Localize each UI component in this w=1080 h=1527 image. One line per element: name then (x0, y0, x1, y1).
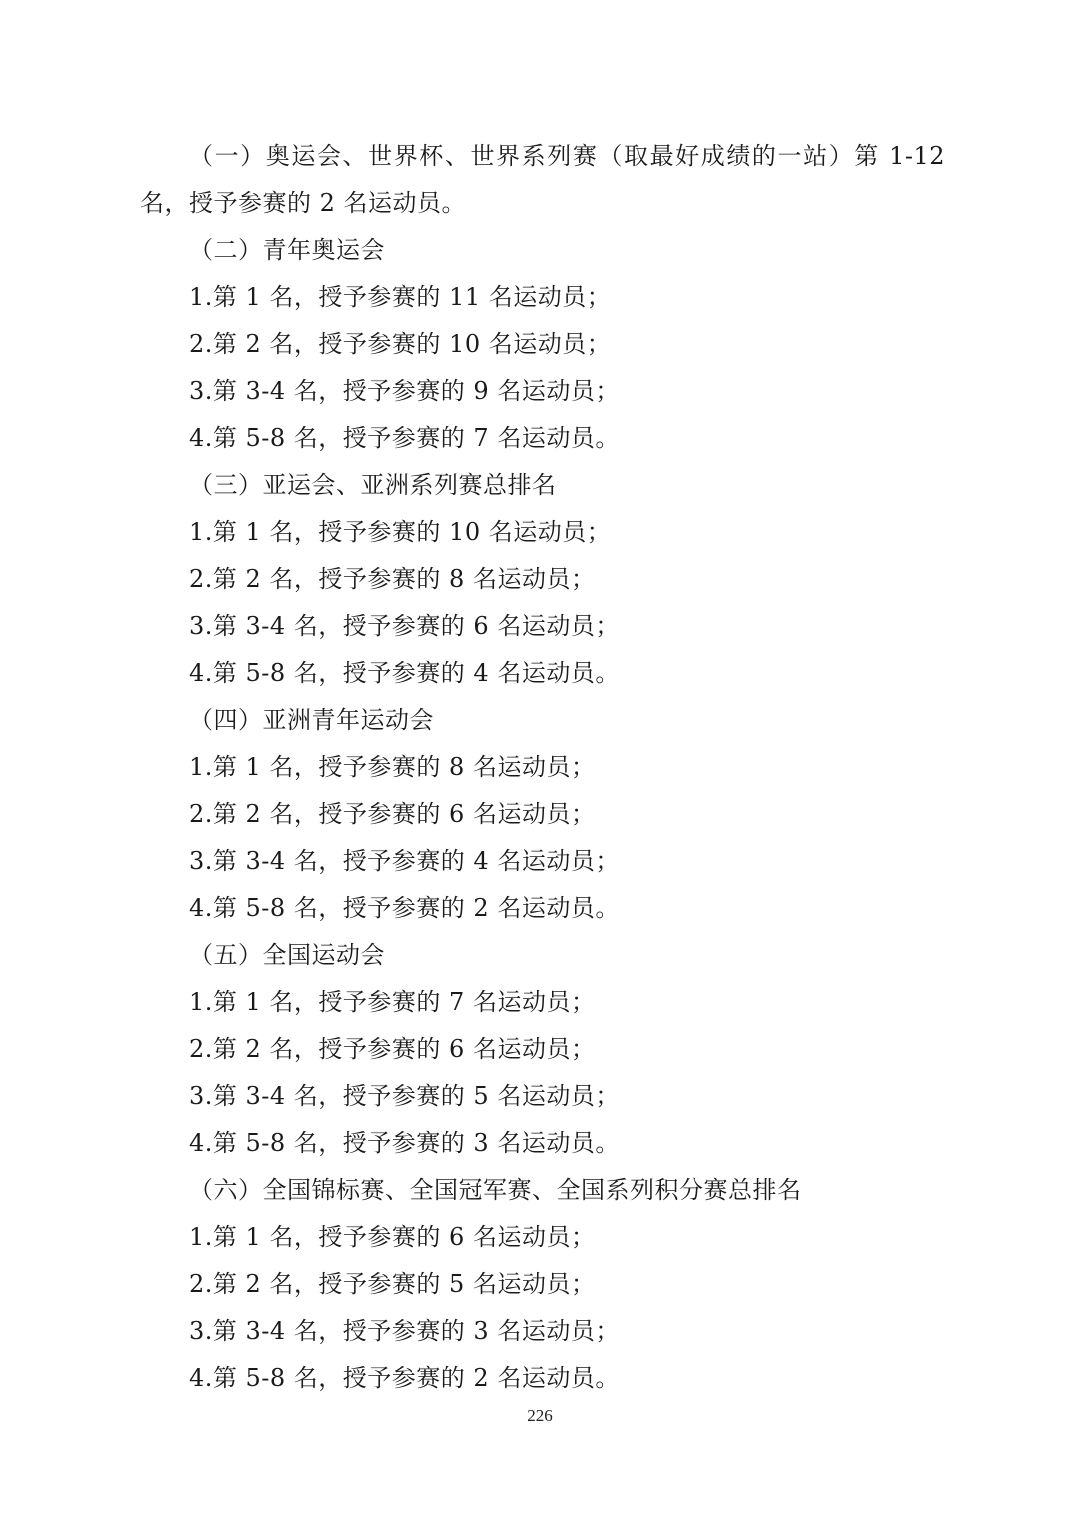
section-4-heading: （四）亚洲青年运动会 (189, 706, 434, 734)
list-item: 2.第 2 名，授予参赛的 5 名运动员； (189, 1270, 596, 1298)
list-item: 3.第 3-4 名，授予参赛的 3 名运动员； (189, 1317, 620, 1345)
list-item: 4.第 5-8 名，授予参赛的 2 名运动员。 (189, 1364, 620, 1392)
list-item: 2.第 2 名，授予参赛的 8 名运动员； (189, 565, 596, 593)
list-item: 1.第 1 名，授予参赛的 7 名运动员； (189, 988, 596, 1016)
list-item: 1.第 1 名，授予参赛的 8 名运动员； (189, 753, 596, 781)
list-item: 1.第 1 名，授予参赛的 11 名运动员； (189, 283, 612, 311)
section-2-heading: （二）青年奥运会 (189, 236, 385, 264)
list-item: 4.第 5-8 名，授予参赛的 2 名运动员。 (189, 894, 620, 922)
section-3-heading: （三）亚运会、亚洲系列赛总排名 (189, 471, 557, 499)
list-item: 4.第 5-8 名，授予参赛的 3 名运动员。 (189, 1129, 620, 1157)
list-item: 3.第 3-4 名，授予参赛的 5 名运动员； (189, 1082, 620, 1110)
list-item: 3.第 3-4 名，授予参赛的 6 名运动员； (189, 612, 620, 640)
document-body (140, 133, 945, 1402)
list-item: 1.第 1 名，授予参赛的 6 名运动员； (189, 1223, 596, 1251)
list-item: 1.第 1 名，授予参赛的 10 名运动员； (189, 518, 612, 546)
list-item: 2.第 2 名，授予参赛的 6 名运动员； (189, 1035, 596, 1063)
section-6-heading: （六）全国锦标赛、全国冠军赛、全国系列积分赛总排名 (189, 1176, 802, 1204)
list-item: 2.第 2 名，授予参赛的 6 名运动员； (189, 800, 596, 828)
list-item: 2.第 2 名，授予参赛的 10 名运动员； (189, 330, 612, 358)
page-number: 226 (527, 1406, 553, 1425)
list-item: 4.第 5-8 名，授予参赛的 4 名运动员。 (189, 659, 620, 687)
list-item: 4.第 5-8 名，授予参赛的 7 名运动员。 (189, 424, 620, 452)
list-item: 3.第 3-4 名，授予参赛的 4 名运动员； (189, 847, 620, 875)
list-item: 3.第 3-4 名，授予参赛的 9 名运动员； (189, 377, 620, 405)
section-1-paragraph: （一）奥运会、世界杯、世界系列赛（取最好成绩的一站）第 1-12名，授予参赛的 2 名运动员。 (140, 142, 945, 217)
section-5-heading: （五）全国运动会 (189, 941, 385, 969)
